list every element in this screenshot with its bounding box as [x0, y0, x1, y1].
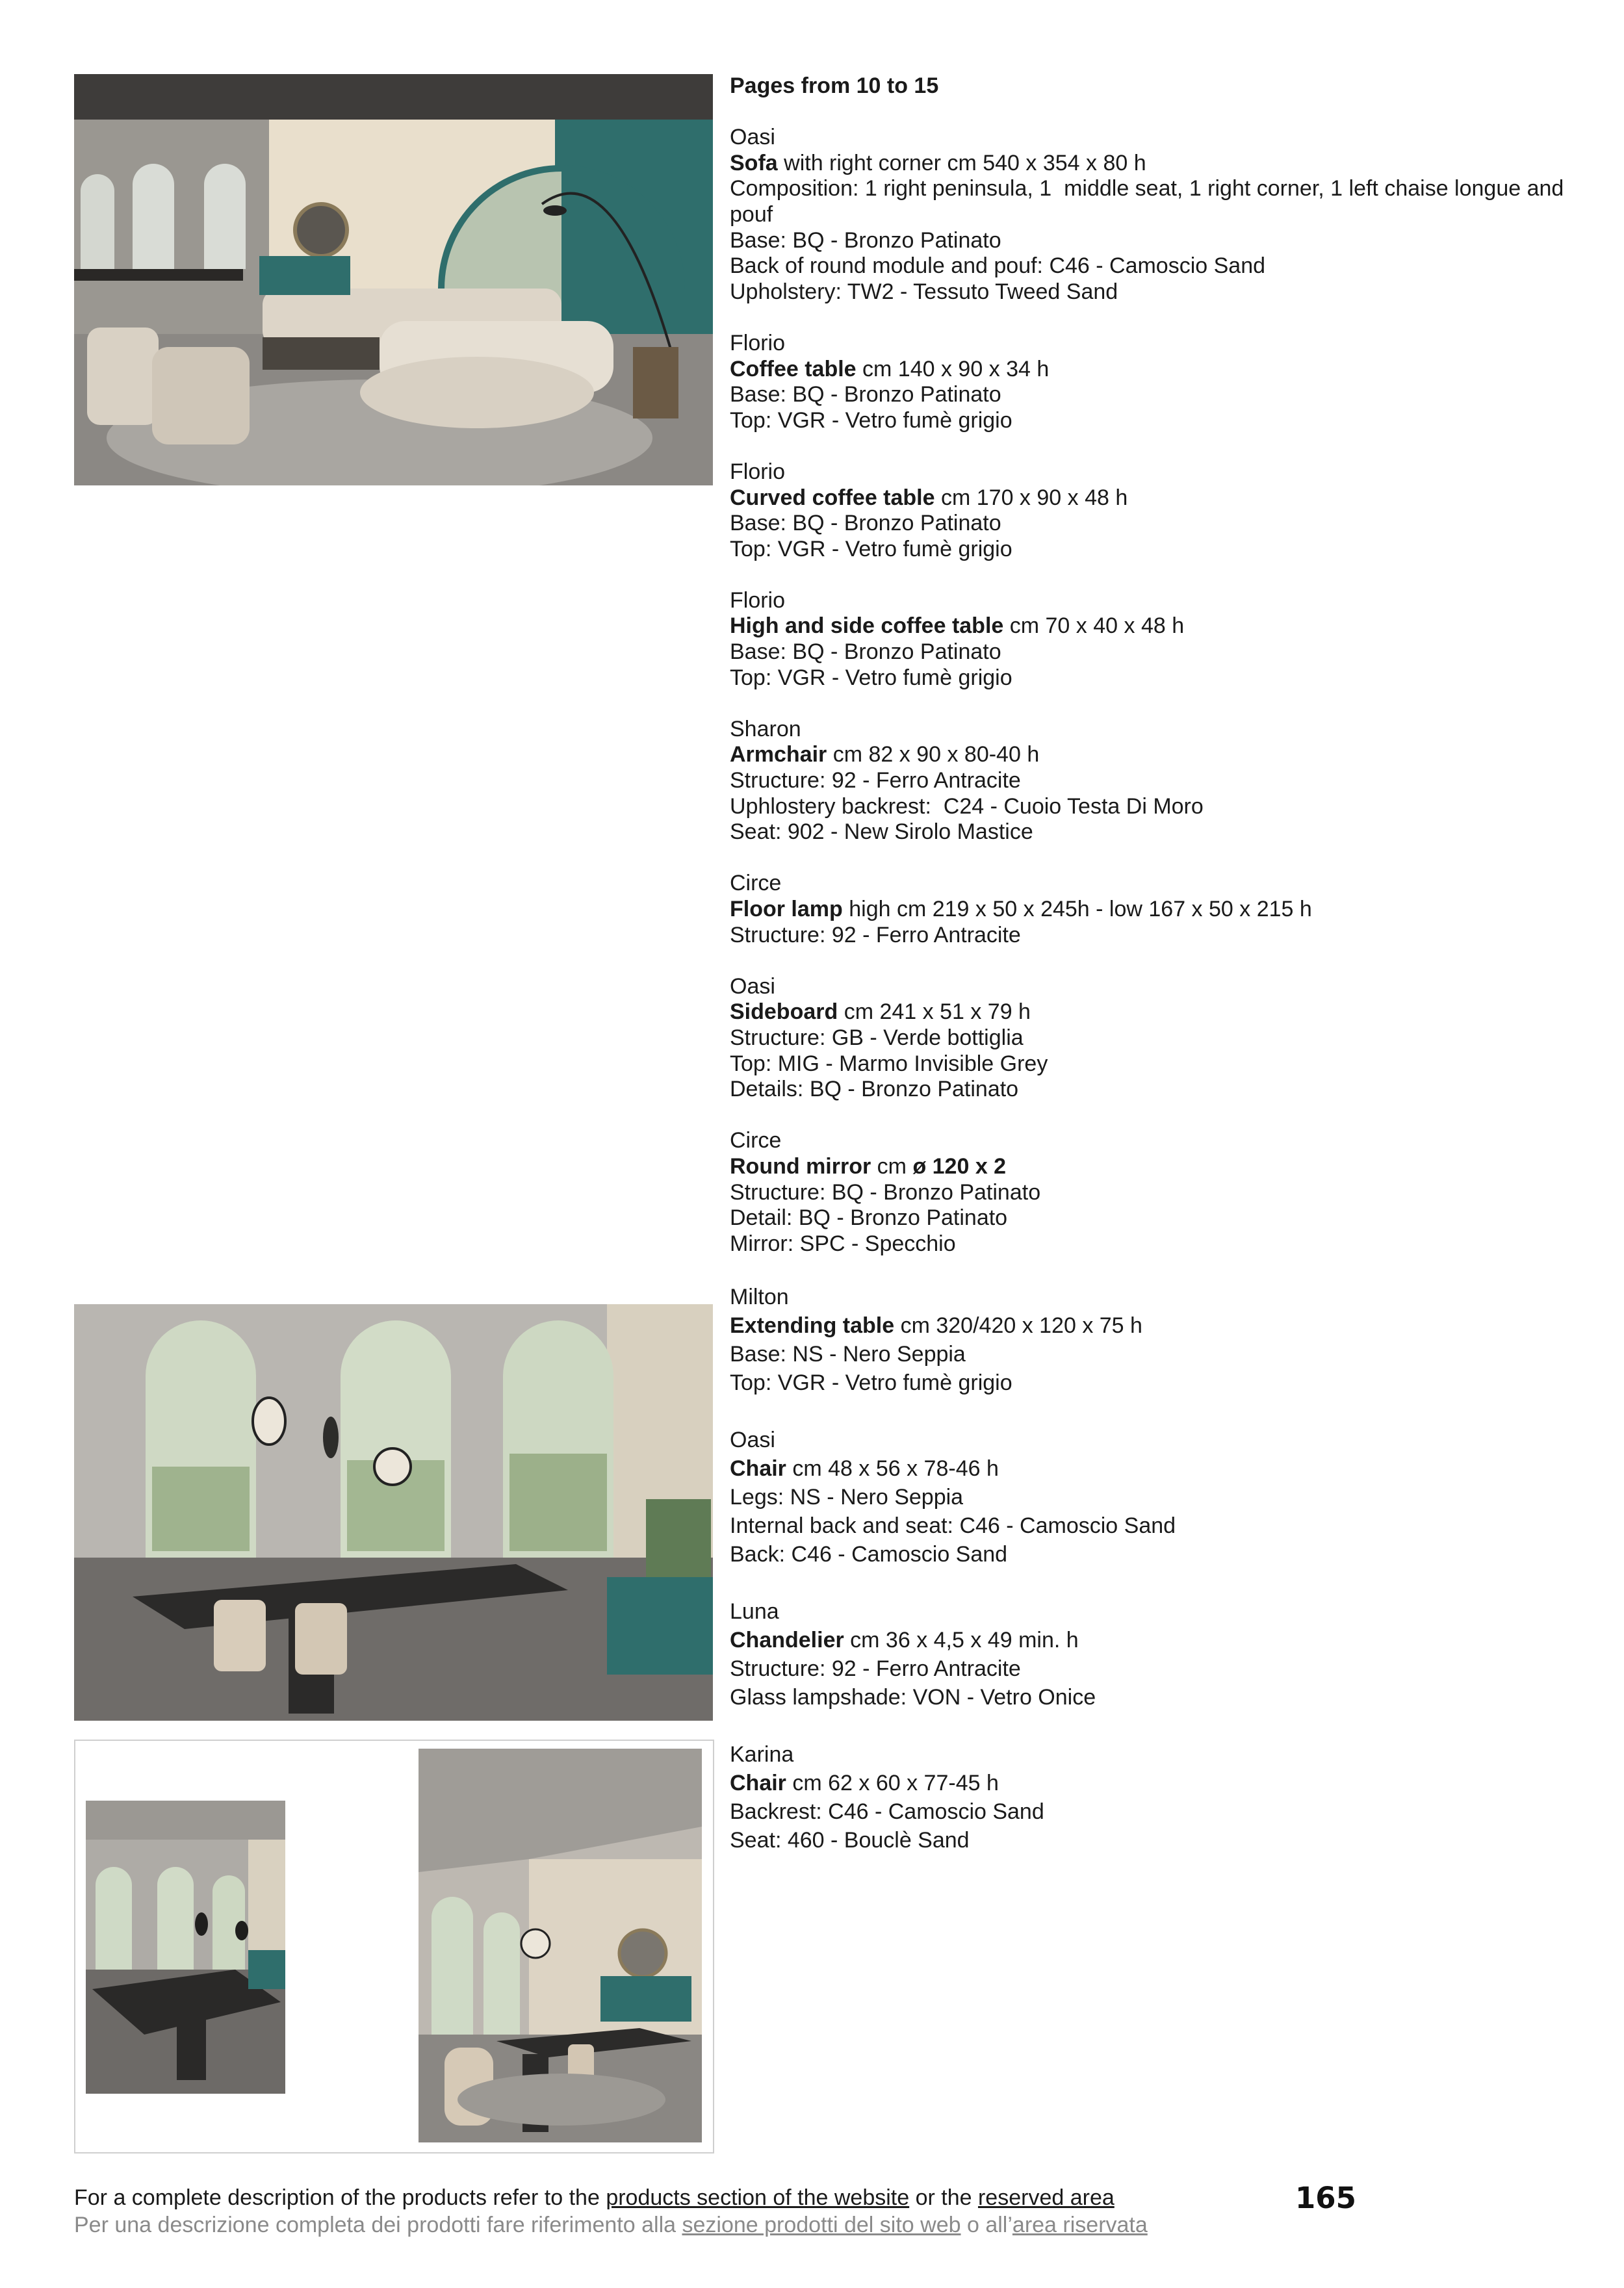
- product-brand: Milton: [730, 1284, 789, 1309]
- products-section-link[interactable]: products section of the website: [606, 2185, 910, 2210]
- product-detail: Composition: 1 right peninsula, 1 middle seat, 1 right corner, 1 left chaise longue and pouf: [730, 176, 1570, 227]
- product-dimensions: cm: [871, 1153, 913, 1179]
- product-detail: Structure: GB - Verde bottiglia: [730, 1025, 1024, 1050]
- product-brand: Circe: [730, 871, 782, 896]
- product-detail: Base: BQ - Bronzo Patinato: [730, 639, 1001, 665]
- product-title: [730, 357, 1568, 383]
- product-title: [730, 897, 1568, 923]
- sezione-prodotti-link[interactable]: sezione prodotti del sito web: [682, 2213, 961, 2237]
- product-detail: Legs: NS - Nero Seppia: [730, 1484, 964, 1510]
- product-block: [730, 1740, 1568, 1855]
- product-name: Chandelier: [730, 1627, 844, 1652]
- product-name: Chair: [730, 1456, 786, 1481]
- product-brand: Oasi: [730, 125, 775, 150]
- footer-italian: [74, 2211, 1309, 2239]
- footer-en-mid: or the: [909, 2185, 978, 2210]
- product-title: [730, 1154, 1568, 1180]
- product-name: Sofa: [730, 150, 778, 175]
- product-detail: Mirror: SPC - Specchio: [730, 1231, 956, 1256]
- product-block: [730, 871, 1568, 948]
- product-brand: Sharon: [730, 716, 801, 741]
- product-title: [730, 1626, 1568, 1654]
- product-detail: Back of round module and pouf: C46 - Camoscio Sand: [730, 253, 1266, 279]
- product-title: [730, 151, 1568, 177]
- reserved-area-link[interactable]: reserved area: [977, 2185, 1115, 2210]
- product-block: [730, 331, 1568, 433]
- product-dimensions-bold: ø 120 x 2: [912, 1153, 1007, 1179]
- product-detail: Structure: BQ - Bronzo Patinato: [730, 1179, 1041, 1205]
- product-block: [730, 974, 1568, 1103]
- product-dimensions: cm 82 x 90 x 80-40 h: [827, 742, 1040, 767]
- product-detail: Base: BQ - Bronzo Patinato: [730, 511, 1001, 536]
- product-detail: Uphlostery backrest: C24 - Cuoio Testa Di Moro: [730, 793, 1204, 819]
- product-block: [730, 1597, 1568, 1712]
- product-detail: Structure: 92 - Ferro Antracite: [730, 768, 1021, 793]
- product-dimensions: high cm 219 x 50 x 245h - low 167 x 50 x 215 h: [842, 897, 1312, 921]
- product-detail: Top: MIG - Marmo Invisible Grey: [730, 1051, 1048, 1076]
- product-detail: Seat: 460 - Bouclè Sand: [730, 1827, 970, 1853]
- product-detail: Back: C46 - Camoscio Sand: [730, 1541, 1008, 1567]
- footer-english: [74, 2184, 1309, 2211]
- product-name: Armchair: [730, 742, 827, 767]
- product-name: Round mirror: [730, 1153, 871, 1179]
- product-dimensions: cm 70 x 40 x 48 h: [1003, 613, 1185, 639]
- product-detail: Base: BQ - Bronzo Patinato: [730, 382, 1001, 407]
- product-brand: Oasi: [730, 1427, 775, 1452]
- product-detail: Upholstery: TW2 - Tessuto Tweed Sand: [730, 279, 1118, 304]
- dining-room-photo: [74, 1304, 713, 1721]
- product-detail: Seat: 902 - New Sirolo Mastice: [730, 819, 1033, 845]
- product-block: [730, 1128, 1568, 1257]
- product-brand: Florio: [730, 459, 786, 484]
- product-title: [730, 1311, 1568, 1340]
- product-dimensions: cm 241 x 51 x 79 h: [838, 999, 1031, 1025]
- footer-en-text: For a complete description of the products refer to the: [74, 2185, 606, 2210]
- product-name: Coffee table: [730, 356, 857, 381]
- product-detail: Structure: 92 - Ferro Antracite: [730, 922, 1021, 947]
- product-brand: Florio: [730, 330, 786, 355]
- product-detail: Backrest: C46 - Camoscio Sand: [730, 1799, 1044, 1824]
- product-detail: Internal back and seat: C46 - Camoscio Sand: [730, 1513, 1176, 1538]
- area-riservata-link[interactable]: area riservata: [1012, 2213, 1148, 2237]
- product-name: Floor lamp: [730, 897, 843, 921]
- footer: [74, 2184, 1309, 2239]
- product-block: [730, 459, 1568, 562]
- product-brand: Karina: [730, 1742, 794, 1767]
- product-name: Extending table: [730, 1313, 895, 1338]
- pages-heading: Pages from 10 to 15: [730, 73, 939, 98]
- product-title: [730, 485, 1568, 511]
- product-detail: Detail: BQ - Bronzo Patinato: [730, 1205, 1008, 1231]
- product-name: Chair: [730, 1770, 786, 1795]
- product-name: Sideboard: [730, 999, 838, 1025]
- products-group-living: [730, 125, 1568, 1257]
- footer-it-mid: o all’: [960, 2213, 1012, 2237]
- dining-room-detail-photo: [86, 1801, 285, 2094]
- page-number: 165: [1295, 2181, 1356, 2215]
- product-detail: Glass lampshade: VON - Vetro Onice: [730, 1684, 1096, 1710]
- product-brand: Oasi: [730, 973, 775, 999]
- product-name: High and side coffee table: [730, 613, 1004, 639]
- product-detail: Top: VGR - Vetro fumè grigio: [730, 1370, 1012, 1395]
- products-group-dining: [730, 1283, 1568, 1855]
- dining-room-wide-photo: [419, 1749, 702, 2142]
- product-dimensions: with right corner cm 540 x 354 x 80 h: [777, 150, 1146, 175]
- product-specifications: [730, 73, 1568, 1883]
- product-detail: Details: BQ - Bronzo Patinato: [730, 1077, 1019, 1102]
- product-title: [730, 613, 1568, 639]
- product-dimensions: cm 320/420 x 120 x 75 h: [894, 1313, 1142, 1338]
- product-name: Curved coffee table: [730, 485, 935, 510]
- product-brand: Florio: [730, 587, 786, 613]
- footer-it-text: Per una descrizione completa dei prodotti fare riferimento alla: [74, 2213, 682, 2237]
- product-detail: Structure: 92 - Ferro Antracite: [730, 1656, 1021, 1681]
- product-dimensions: cm 62 x 60 x 77-45 h: [786, 1770, 999, 1795]
- product-detail: Top: VGR - Vetro fumè grigio: [730, 407, 1012, 433]
- product-dimensions: cm 170 x 90 x 48 h: [934, 485, 1128, 510]
- product-title: [730, 999, 1568, 1025]
- product-block: [730, 125, 1568, 305]
- living-room-photo: [74, 74, 713, 485]
- product-title: [730, 1454, 1568, 1483]
- product-detail: Base: BQ - Bronzo Patinato: [730, 227, 1001, 253]
- product-dimensions: cm 140 x 90 x 34 h: [856, 356, 1050, 381]
- product-block: [730, 588, 1568, 691]
- product-title: [730, 742, 1568, 768]
- product-dimensions: cm 48 x 56 x 78-46 h: [786, 1456, 999, 1481]
- product-detail: Top: VGR - Vetro fumè grigio: [730, 536, 1012, 561]
- product-brand: Circe: [730, 1128, 782, 1153]
- product-brand: Luna: [730, 1599, 779, 1624]
- product-block: [730, 1426, 1568, 1569]
- product-dimensions: cm 36 x 4,5 x 49 min. h: [844, 1627, 1079, 1652]
- product-title: [730, 1769, 1568, 1797]
- product-block: [730, 717, 1568, 845]
- product-detail: Top: VGR - Vetro fumè grigio: [730, 665, 1012, 690]
- product-detail: Base: NS - Nero Seppia: [730, 1341, 966, 1367]
- product-block: [730, 1283, 1568, 1397]
